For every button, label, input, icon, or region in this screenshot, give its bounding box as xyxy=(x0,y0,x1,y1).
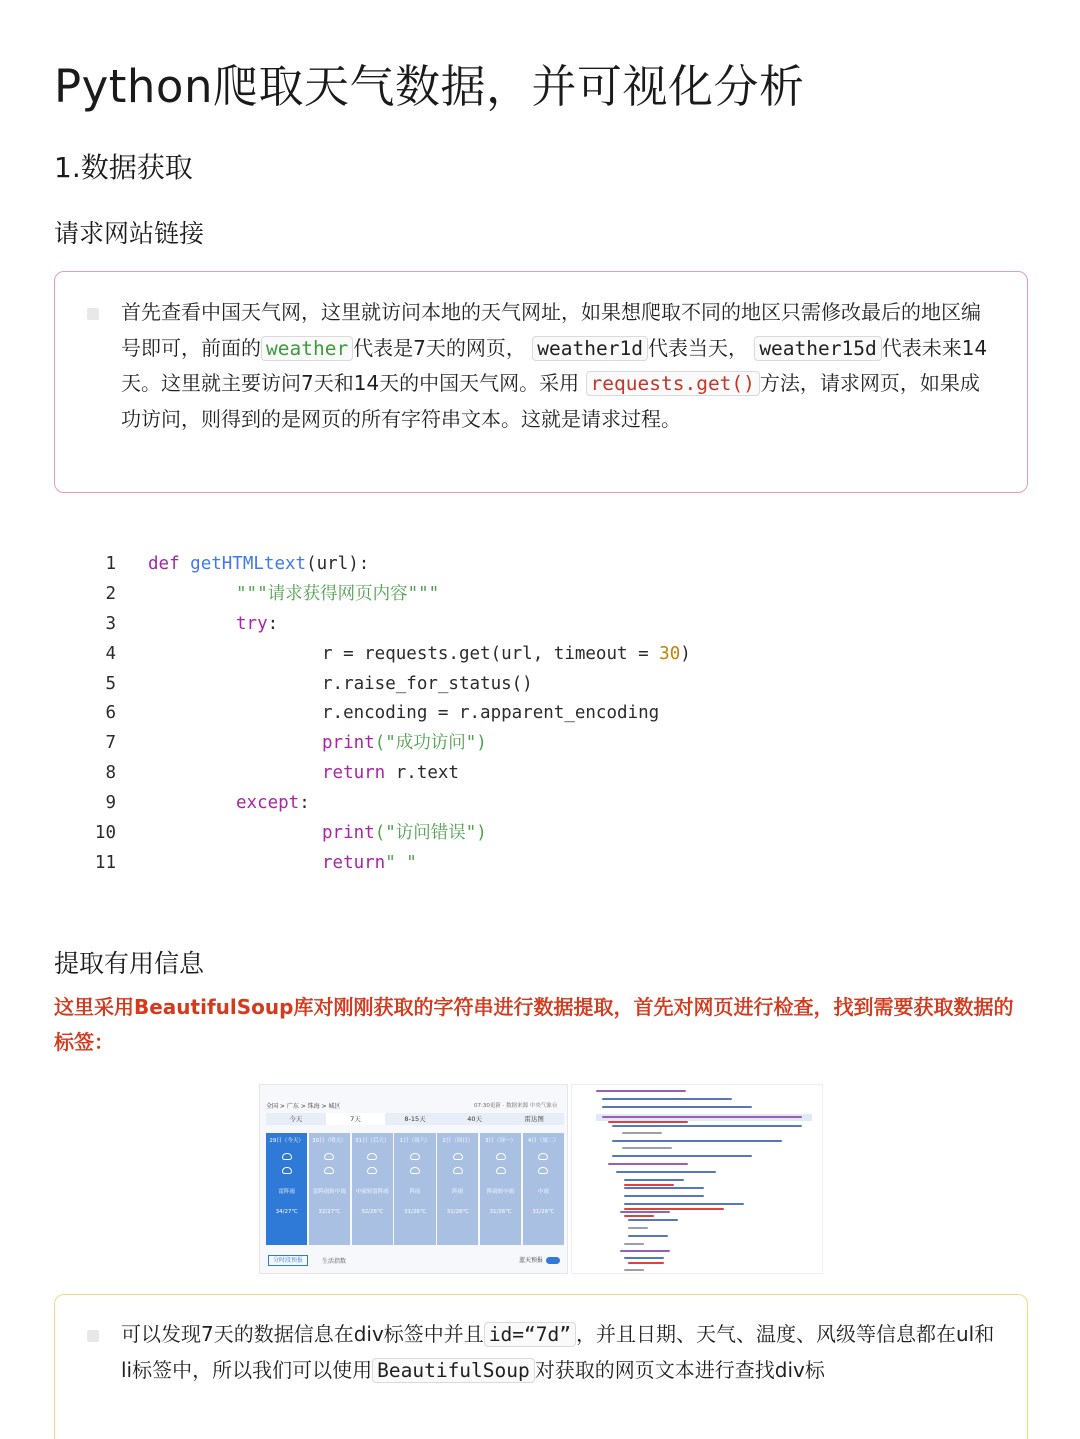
weather-day-list xyxy=(266,1133,564,1245)
weather-breadcrumb: 全国 > 广东 > 珠海 > 城区 xyxy=(266,1103,341,1110)
temp-label: 34/27℃ xyxy=(275,1209,298,1215)
devtools-line xyxy=(616,1171,716,1173)
devtools-line xyxy=(622,1147,672,1149)
temp-label: 31/26℃ xyxy=(446,1209,469,1215)
code-line xyxy=(54,699,1028,729)
cloud-rain-icon xyxy=(496,1167,506,1174)
devtools-line xyxy=(620,1250,670,1252)
code-line xyxy=(54,580,1028,610)
line-number: 11 xyxy=(94,852,116,873)
cloud-rain-icon xyxy=(453,1167,463,1174)
callout-request-text xyxy=(121,295,999,437)
devtools-line xyxy=(624,1187,704,1189)
weather-tabs xyxy=(266,1113,564,1125)
inline-code-weather15d: weather15d xyxy=(754,336,881,361)
weather-day-card xyxy=(352,1133,393,1245)
line-number: 4 xyxy=(105,643,116,664)
devtools-line xyxy=(624,1257,664,1259)
weather-label: 雷阵雨转中雨 xyxy=(312,1189,346,1195)
bullet-icon xyxy=(87,1330,99,1342)
day-label: 2日（周日） xyxy=(442,1138,474,1144)
line-number: 9 xyxy=(105,793,116,814)
line-number: 5 xyxy=(105,673,116,694)
temp-label: 31/26℃ xyxy=(532,1209,555,1215)
hourly-forecast-button[interactable]: 分时段预报 xyxy=(268,1255,308,1266)
devtools-line xyxy=(596,1090,686,1092)
cloud-rain-icon xyxy=(282,1167,292,1174)
devtools-line xyxy=(612,1125,802,1127)
weather-update-time: 07:30更新 · 数据来源 中央气象台 xyxy=(474,1103,558,1109)
callout-find xyxy=(54,1294,1028,1439)
line-number: 10 xyxy=(94,823,116,844)
code-text: r = requests.get(url, timeout = xyxy=(322,643,660,664)
devtools-line xyxy=(624,1243,644,1245)
temp-label: 32/27℃ xyxy=(318,1209,341,1215)
screenshot-image xyxy=(259,1084,823,1274)
callout-text-part: 首先查看中国天气网，这里就访问本地的天气网址，如果想爬取不同的地区只需修改最后的地区编号即可，前面的 xyxy=(121,300,981,360)
code-docstring: """请求获得网页内容""" xyxy=(236,583,440,604)
cloud-rain-icon xyxy=(538,1167,548,1174)
inline-code-beautifulsoup: BeautifulSoup xyxy=(372,1358,535,1383)
subsection-heading-extract: 提取有用信息 xyxy=(54,949,205,978)
callout-request xyxy=(54,271,1028,493)
cloud-rain-icon xyxy=(324,1167,334,1174)
weather-bottom-bar xyxy=(266,1253,564,1267)
devtools-line xyxy=(622,1132,662,1134)
callout-text-part: ，并且日期、天气、温度、风级等信息都在ul和li标签中，所以我们可以使用 xyxy=(121,1322,995,1382)
callout-text-part: 代表当天， xyxy=(647,335,748,360)
weather-day-card xyxy=(266,1133,307,1245)
code-line xyxy=(54,819,1028,849)
devtools-line xyxy=(602,1098,732,1100)
devtools-line xyxy=(602,1106,752,1108)
code-text: ) xyxy=(680,643,691,664)
code-text: r.text xyxy=(385,763,459,784)
day-label: 31日（后天） xyxy=(354,1138,390,1144)
weather-label: 阵雨 xyxy=(409,1189,421,1195)
code-keyword: def xyxy=(148,554,180,574)
code-text: : xyxy=(267,613,279,634)
devtools-line xyxy=(620,1211,670,1213)
code-line xyxy=(54,610,1028,640)
callout-text-part: 对获取的网页文本进行查找div标 xyxy=(534,1357,825,1382)
highlight-paragraph: 这里采用BeautifulSoup库对刚刚获取的字符串进行数据提取，首先对网页进行检查，找到需要获取数据的标签： xyxy=(54,995,1014,1054)
devtools-highlight xyxy=(624,1215,654,1217)
tab-40days[interactable]: 40天 xyxy=(467,1115,482,1123)
cloud-rain-icon xyxy=(410,1167,420,1174)
line-number: 7 xyxy=(105,733,116,754)
section-heading-data-acquisition: 1.数据获取 xyxy=(54,151,193,184)
devtools-line xyxy=(612,1155,752,1157)
weather-site-panel xyxy=(259,1084,568,1274)
devtools-line xyxy=(628,1235,668,1237)
cloud-rain-icon xyxy=(282,1153,292,1160)
day-label: 1日（周六） xyxy=(399,1138,431,1144)
cloud-rain-icon xyxy=(367,1167,377,1174)
page-title: Python爬取天气数据，并可视化分析 xyxy=(54,60,805,113)
tab-radar[interactable]: 雷达图 xyxy=(524,1115,544,1123)
devtools-line xyxy=(628,1219,678,1221)
line-number: 8 xyxy=(105,763,116,784)
code-builtin: print xyxy=(322,733,375,754)
code-line xyxy=(54,729,1028,759)
cloud-rain-icon xyxy=(367,1153,377,1160)
blue-sky-toggle[interactable] xyxy=(519,1255,560,1264)
code-keyword: return xyxy=(322,763,386,784)
weather-day-card xyxy=(394,1133,435,1245)
code-string: ("访问错误") xyxy=(374,823,487,844)
weather-day-card xyxy=(480,1133,521,1245)
code-line xyxy=(54,849,1028,879)
cloud-rain-icon xyxy=(538,1153,548,1160)
day-label: 3日（周一） xyxy=(485,1138,517,1144)
tab-today[interactable]: 今天 xyxy=(289,1115,303,1123)
devtools-line xyxy=(628,1227,648,1229)
devtools-line xyxy=(608,1163,688,1165)
toggle-switch-icon xyxy=(546,1257,560,1264)
code-text: r.encoding = r.apparent_encoding xyxy=(322,703,660,724)
life-index-button[interactable]: 生活指数 xyxy=(322,1258,347,1265)
day-label: 4日（周二） xyxy=(527,1138,559,1144)
line-number: 6 xyxy=(105,703,116,724)
code-function-name: getHTMLtext xyxy=(190,554,307,574)
temp-label: 31/26℃ xyxy=(403,1209,426,1215)
callout-text-part: 方法，请求网页，如果成功访问，则得到的是网页的所有字符串文本。这就是请求过程。 xyxy=(121,371,980,431)
cloud-rain-icon xyxy=(324,1153,334,1160)
line-number: 3 xyxy=(105,613,116,634)
temp-label: 31/26℃ xyxy=(489,1209,512,1215)
subsection-heading-request: 请求网站链接 xyxy=(54,219,205,248)
callout-text-part: 代表是7天的网页， xyxy=(353,335,526,360)
toggle-label: 蓝天预报 xyxy=(518,1257,543,1264)
bullet-icon xyxy=(87,308,99,320)
day-label: 29日（今天） xyxy=(269,1138,304,1144)
weather-day-card xyxy=(523,1133,564,1245)
code-text: : xyxy=(299,793,310,814)
code-line xyxy=(54,789,1028,819)
cloud-rain-icon xyxy=(410,1153,420,1160)
cloud-rain-icon xyxy=(453,1153,463,1160)
weather-label: 阵雨 xyxy=(452,1189,464,1195)
code-keyword: except xyxy=(236,793,300,814)
weather-day-card xyxy=(309,1133,350,1245)
devtools-line xyxy=(624,1195,704,1197)
weather-label: 雷阵雨 xyxy=(278,1189,295,1195)
code-line xyxy=(54,759,1028,789)
code-builtin: print xyxy=(322,823,375,844)
code-text: r.raise_for_status() xyxy=(322,673,533,694)
code-text: (url): xyxy=(306,554,370,574)
devtools-line xyxy=(624,1269,644,1271)
code-keyword: return xyxy=(322,852,386,873)
code-number: 30 xyxy=(659,643,681,664)
callout-text-part: 代表未来14天。这里就主要访问7天和14天的中国天气网。采用 xyxy=(121,335,988,395)
code-block xyxy=(54,550,1028,879)
code-line xyxy=(54,550,1028,580)
inline-code-requests-get: requests.get() xyxy=(586,371,760,396)
weather-label: 中雨转雷阵雨 xyxy=(355,1189,389,1195)
code-line xyxy=(54,670,1028,700)
code-keyword: try xyxy=(236,613,268,634)
devtools-highlight xyxy=(628,1262,664,1264)
code-line xyxy=(54,640,1028,670)
tab-7days[interactable]: 7天 xyxy=(326,1113,386,1125)
tab-8-15days[interactable]: 8-15天 xyxy=(404,1115,426,1123)
inline-code-weather1d: weather1d xyxy=(532,336,648,361)
code-string: " " xyxy=(385,852,417,873)
cloud-rain-icon xyxy=(496,1153,506,1160)
devtools-highlight xyxy=(624,1184,674,1186)
inline-code-id-7d: id=“7d” xyxy=(484,1322,576,1347)
devtools-line xyxy=(624,1203,744,1205)
devtools-panel xyxy=(571,1084,823,1274)
callout-find-text xyxy=(121,1317,999,1388)
callout-text-part: 可以发现7天的数据信息在div标签中并且 xyxy=(121,1322,484,1346)
code-string: ("成功访问") xyxy=(374,733,487,754)
weather-day-card xyxy=(437,1133,478,1245)
temp-label: 32/26℃ xyxy=(361,1209,384,1215)
devtools-highlight xyxy=(608,1121,688,1123)
day-label: 30日（明天） xyxy=(312,1138,347,1144)
devtools-highlight xyxy=(624,1208,724,1210)
weather-label: 中雨 xyxy=(537,1189,549,1195)
inline-code-weather: weather xyxy=(261,336,353,361)
weather-label: 阵雨转中雨 xyxy=(486,1189,515,1195)
line-number: 1 xyxy=(105,554,116,574)
devtools-line xyxy=(624,1179,684,1181)
devtools-line xyxy=(612,1140,782,1142)
line-number: 2 xyxy=(105,583,116,604)
